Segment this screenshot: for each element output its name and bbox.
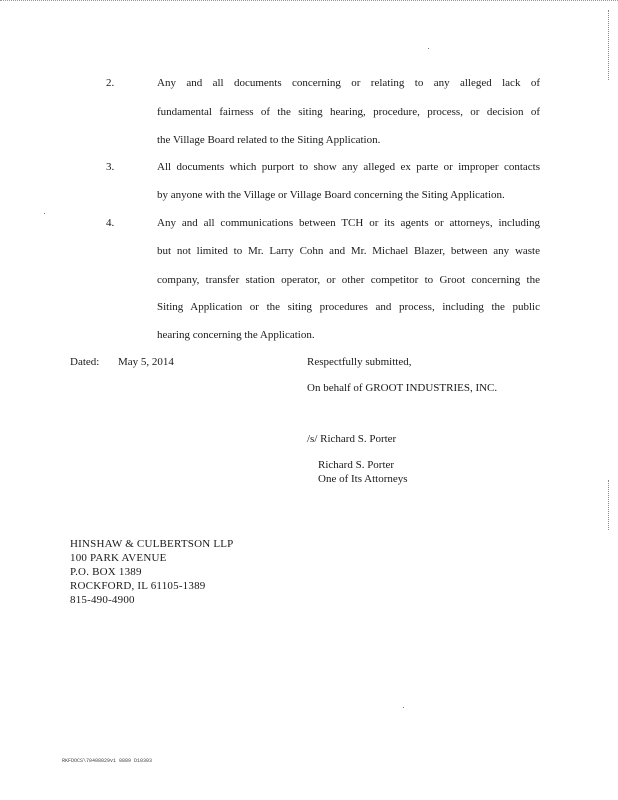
firm-name: HINSHAW & CULBERTSON LLP <box>70 538 234 550</box>
signer-name: Richard S. Porter <box>318 459 395 471</box>
dated-label: Dated: <box>70 356 100 368</box>
scan-speck <box>44 213 45 214</box>
closing-text: Respectfully submitted, <box>307 356 412 368</box>
item-number: 2. <box>106 77 115 89</box>
scan-right-edge-upper <box>608 10 610 80</box>
item-line: by anyone with the Village or Village Board concerning the Siting Application. <box>157 189 505 201</box>
item-line: but not limited to Mr. Larry Cohn and Mr. Michael Blazer, between any waste <box>157 245 540 257</box>
scan-speck <box>403 707 404 708</box>
firm-city: ROCKFORD, IL 61105-1389 <box>70 580 206 592</box>
electronic-signature: /s/ Richard S. Porter <box>307 433 397 445</box>
document-code: RKFDOCS\70408029v1 0889 D10303 <box>62 758 153 764</box>
scan-speck <box>428 48 429 49</box>
item-line: company, transfer station operator, or other competitor to Groot concerning the <box>157 274 540 286</box>
item-number: 3. <box>106 161 115 173</box>
item-number: 4. <box>106 217 115 229</box>
signer-role: One of Its Attorneys <box>318 473 408 485</box>
firm-street: 100 PARK AVENUE <box>70 552 167 564</box>
item-line: All documents which purport to show any alleged ex parte or improper contacts <box>157 161 540 173</box>
item-line: Any and all documents concerning or relating to any alleged lack of <box>157 77 540 89</box>
item-line: Siting Application or the siting procedures and process, including the public <box>157 301 540 313</box>
item-line: the Village Board related to the Siting Application. <box>157 134 381 146</box>
on-behalf-text: On behalf of GROOT INDUSTRIES, INC. <box>307 382 498 394</box>
scan-right-edge-lower <box>608 480 610 530</box>
firm-phone: 815-490-4900 <box>70 594 135 606</box>
item-line: fundamental fairness of the siting hearing, procedure, process, or decision of <box>157 106 540 118</box>
firm-po-box: P.O. BOX 1389 <box>70 566 142 578</box>
scan-top-edge <box>0 0 618 3</box>
item-line: hearing concerning the Application. <box>157 329 315 341</box>
dated-value: May 5, 2014 <box>118 356 174 368</box>
item-line: Any and all communications between TCH or its agents or attorneys, including <box>157 217 540 229</box>
